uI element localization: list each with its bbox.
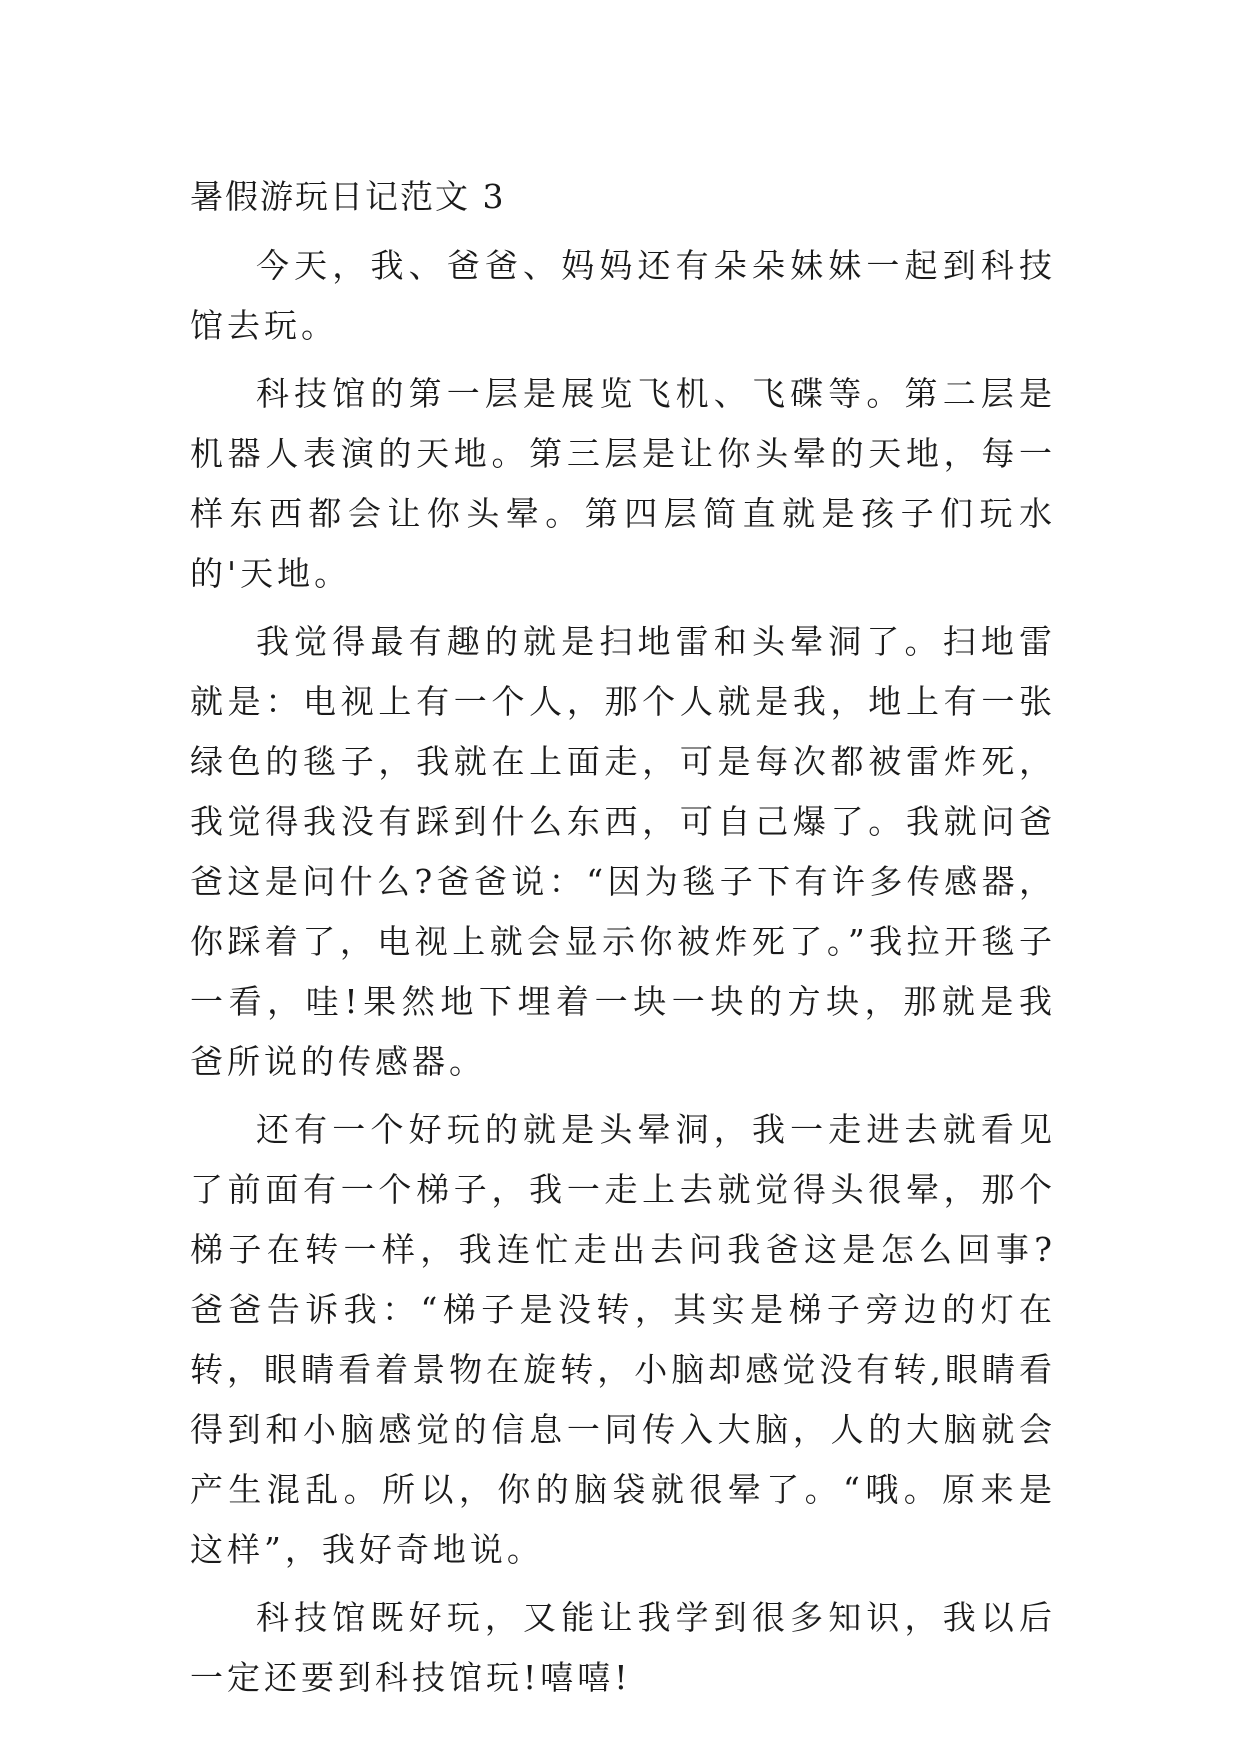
paragraph-2: 科技馆的第一层是展览飞机、飞碟等。第二层是机器人表演的天地。第三层是让你头晕的天地，每一样东西都会让你头晕。第四层简直就是孩子们玩水的'天地。 bbox=[190, 374, 1056, 593]
document-page bbox=[190, 172, 1056, 1716]
paragraph-4: 还有一个好玩的就是头晕洞，我一走进去就看见了前面有一个梯子，我一走上去就觉得头很晕，那个梯子在转一样，我连忙走出去问我爸这是怎么回事?爸爸告诉我：“梯子是没转，其实是梯子旁边的灯在转，眼睛看着景物在旋转，小脑却感觉没有转,眼睛看得到和小脑感觉的信息一同传入大脑，人的大脑就会产生混乱。所以，你的脑袋就很晕了。“哦。原来是这样”，我好奇地说。 bbox=[190, 1110, 1056, 1569]
document-title: 暑假游玩日记范文 3 bbox=[190, 177, 506, 216]
paragraph-5: 科技馆既好玩，又能让我学到很多知识，我以后一定还要到科技馆玩!嘻嘻! bbox=[190, 1598, 1056, 1697]
paragraph-3: 我觉得最有趣的就是扫地雷和头晕洞了。扫地雷就是：电视上有一个人，那个人就是我，地上有一张绿色的毯子，我就在上面走，可是每次都被雷炸死，我觉得我没有踩到什么东西，可自己爆了。我就问爸爸这是问什么?爸爸说：“因为毯子下有许多传感器，你踩着了，电视上就会显示你被炸死了。”我拉开毯子一看，哇!果然地下埋着一块一块的方块，那就是我爸所说的传感器。 bbox=[190, 622, 1056, 1081]
paragraph-1: 今天，我、爸爸、妈妈还有朵朵妹妹一起到科技馆去玩。 bbox=[190, 246, 1056, 345]
